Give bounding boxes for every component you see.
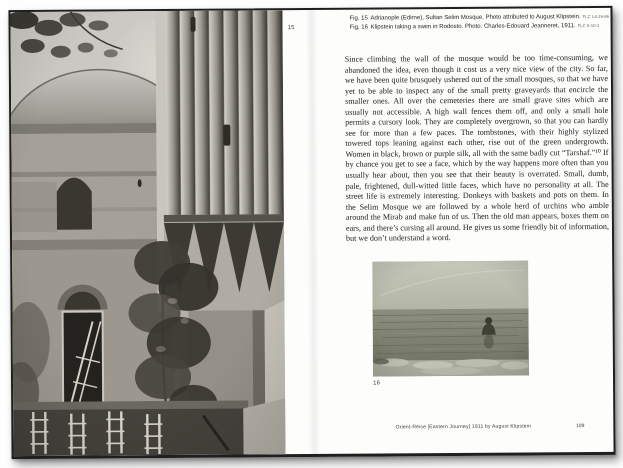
caption-16-text: Klipstein taking a swim in Rodosto. Photo: Charles-Edouard Jeanneret, 1911. xyxy=(370,22,576,31)
swim-photo xyxy=(372,260,529,376)
caption-15-ref: FLC L4-19-86 xyxy=(582,13,610,20)
page-number: 109 xyxy=(575,423,585,430)
caption-block xyxy=(349,13,610,32)
book-spread xyxy=(8,6,615,459)
figure-16-label: 16 xyxy=(373,380,381,387)
caption-15-number: Fig. 15 xyxy=(349,15,368,22)
right-page xyxy=(310,8,613,454)
running-footer: Orient-Reise [Eastern Journey] 1911 by August Klipstein xyxy=(395,423,532,431)
body-text: Since climbing the wall of the mosque would be too time-consuming, we abandoned the idea, even though it cost us a very nice view of the city. So far, we have been quite brusquely ushered out of the small mosques, so that we have yet to be able to inspect any of the small pretty graveyards that encircle the smaller ones. All over the cemeteries there are small grave sites which are usually not accessible. A high wall fences them off, and only a small hole permits a cursory look. They are completely overgrown, so that you can hardly see for more than a few paces. The tombstones, with their highly stylized towered tops leaning against each other, rise out of the green undergrowth. Women in black, brown or purple silk, all with the same badly cut “Tarshaf.”¹⁰ If by chance you get to see a face, which by the way happens more often than you usually hear about, then you see that their beauty is overrated. Small, dumb, pale, frightened, dull-witted little faces, which have no personality at all. The street life is extremely interesting. Donkeys with baskets and pots on them. In the Selim Mosque we are followed by a whole herd of urchins who amble around the Mirab and make fun of us. Then the old man appears, boxes them on ears, and there’s cursing all around. He gives us some friendly bit of information, but we don’t understand a word. xyxy=(344,52,609,244)
caption-16-number: Fig. 16 xyxy=(349,24,368,31)
mosque-photo xyxy=(10,10,285,456)
caption-15-text: Adrianople (Edirne), Sultan Selim Mosque. Photo attributed to August Klipstein. xyxy=(370,14,581,22)
figure-15-label: 15 xyxy=(287,25,295,32)
caption-16-ref: FLC 5-10-1 xyxy=(577,22,600,28)
caption-fig-16 xyxy=(350,22,605,32)
left-page xyxy=(10,10,313,456)
